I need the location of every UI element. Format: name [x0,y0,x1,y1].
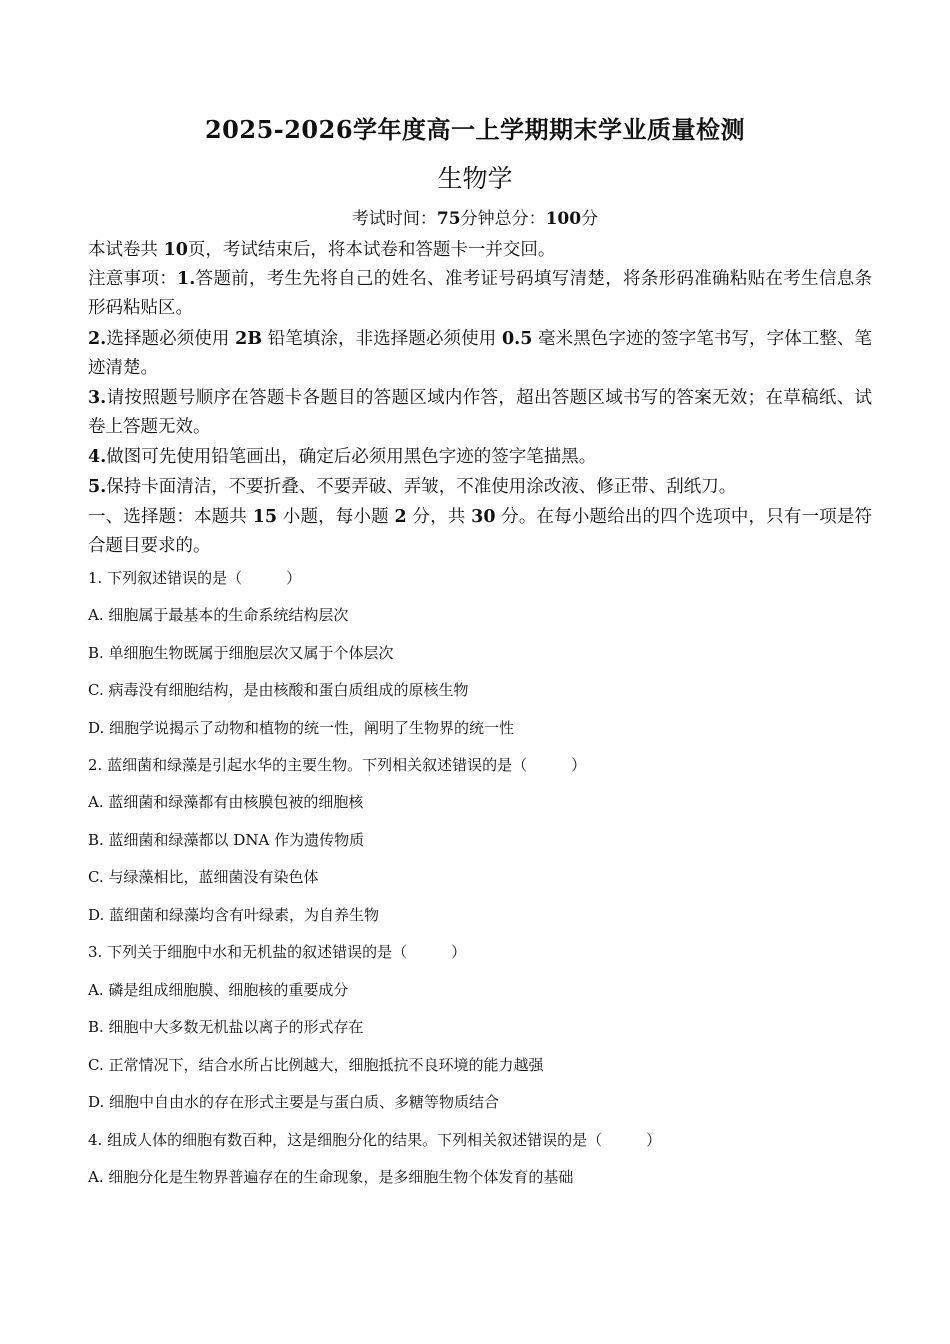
exam-meta [0,206,950,232]
question-4-stem: 4. 组成人体的细胞有数百种，这是细胞分化的结果。下列相关叙述错误的是（ ） [88,1131,662,1149]
question-1-option-d: D. 细胞学说揭示了动物和植物的统一性，阐明了生物界的统一性 [88,719,515,737]
note-5: 5.保持卡面清洁，不要折叠、不要弄破、弄皱，不准使用涂改液、修正带、刮纸刀。 [88,477,737,497]
note-3: 3.请按照题号顺序在答题卡各题目的答题区域内作答，超出答题区域书写的答案无效；在草稿纸、试卷上答题无效。 [88,388,872,437]
question-3-option-a: A. 磷是组成细胞膜、细胞核的重要成分 [88,981,349,999]
question-2-stem: 2. 蓝细菌和绿藻是引起水华的主要生物。下列相关叙述错误的是（ ） [88,756,587,774]
question-4-option-a: A. 细胞分化是生物界普遍存在的生命现象，是多细胞生物个体发育的基础 [88,1168,574,1186]
question-2-option-d: D. 蓝细菌和绿藻均含有叶绿素，为自养生物 [88,906,380,924]
page-count: 10 [163,240,188,260]
question-1-option-c: C. 病毒没有细胞结构，是由核酸和蛋白质组成的原核生物 [88,681,469,699]
note-1: 注意事项：1.答题前，考生先将自己的姓名、准考证号码填写清楚，将条形码准确粘贴在考生信息条形码粘贴区。 [88,269,873,318]
question-1-stem: 1. 下列叙述错误的是（ ） [88,569,302,587]
note-4: 4.做图可先使用铅笔画出，确定后必须用黑色字迹的签字笔描黑。 [88,447,597,467]
time-unit: 分钟总分： [460,209,546,229]
time-label: 考试时间： [351,209,437,229]
question-2-option-c: C. 与绿藻相比，蓝细菌没有染色体 [88,868,319,886]
section-heading: 一、选择题：本题共 15 小题，每小题 2 分，共 30 分。在每小题给出的四个选项中，只有一项是符合题目要求的。 [88,507,872,556]
question-2-option-b: B. 蓝细菌和绿藻都以 DNA 作为遗传物质 [88,831,365,849]
intro-line: 本试卷共 10页，考试结束后，将本试卷和答题卡一并交回。 [88,240,556,260]
question-3-option-d: D. 细胞中自由水的存在形式主要是与蛋白质、多糖等物质结合 [88,1093,500,1111]
time-value: 75 [436,209,461,229]
question-2-option-a: A. 蓝细菌和绿藻都有由核膜包被的细胞核 [88,793,364,811]
question-1-option-a: A. 细胞属于最基本的生命系统结构层次 [88,606,349,624]
score-value: 100 [545,209,582,229]
score-unit: 分 [581,209,599,229]
question-3-stem: 3. 下列关于细胞中水和无机盐的叙述错误的是（ ） [88,943,467,961]
question-3-option-c: C. 正常情况下，结合水所占比例越大，细胞抵抗不良环境的能力越强 [88,1056,544,1074]
subject-title: 生物学 [437,164,513,193]
note-2: 2.选择题必须使用 2B 铅笔填涂，非选择题必须使用 0.5 毫米黑色字迹的签字笔书写，字体工整、笔迹清楚。 [88,329,873,378]
question-3-option-b: B. 细胞中大多数无机盐以离子的形式存在 [88,1018,364,1036]
notes-label: 注意事项： [88,269,178,289]
question-1-option-b: B. 单细胞生物既属于细胞层次又属于个体层次 [88,644,394,662]
exam-title: 2025-2026学年度高一上学期期末学业质量检测 [204,115,746,144]
